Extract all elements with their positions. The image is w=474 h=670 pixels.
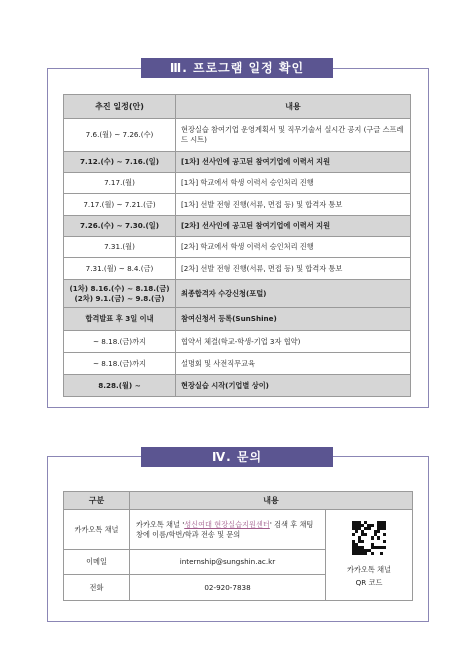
row-content: 협약서 체결(학교-학생-기업 3자 협약): [176, 331, 411, 353]
table-row: [64, 331, 411, 353]
qr-code-icon[interactable]: [352, 521, 386, 555]
row-date: ~ 8.18.(금)까지: [64, 331, 176, 353]
email-label: 이메일: [64, 550, 130, 575]
table-row-highlight: [64, 216, 411, 237]
qr-caption-2: QR 코드: [355, 578, 383, 587]
table-row: [64, 510, 413, 550]
row-content: [2차] 선발 전형 진행(서류, 면접 등) 및 합격자 통보: [176, 258, 411, 280]
row-date-line2: (2차) 9.1.(금) ~ 9.8.(금): [74, 293, 165, 303]
kakao-text-pre: 카카오톡 채널 ': [136, 519, 185, 529]
table-row-highlight: [64, 375, 411, 397]
row-date: 7.12.(수) ~ 7.16.(일): [64, 152, 176, 173]
table-row: [64, 173, 411, 194]
row-date-line1: (1차) 8.16.(수) ~ 8.18.(금): [69, 283, 170, 293]
row-content: [1차] 선발 전형 진행(서류, 면접 등) 및 합격자 통보: [176, 194, 411, 216]
row-date: 7.31.(월): [64, 237, 176, 258]
row-content: [2차] 선사인에 공고된 참여기업에 이력서 지원: [176, 216, 411, 237]
table-row: [64, 237, 411, 258]
header-category: 구분: [64, 492, 130, 510]
row-date: 합격발표 후 3일 이내: [64, 308, 176, 331]
kakao-content: [130, 510, 326, 550]
table-header-row: [64, 492, 413, 510]
kakao-label: 카카오톡 채널: [64, 510, 130, 550]
row-date: [64, 280, 176, 308]
contact-section-title: Ⅳ. 문의: [141, 447, 333, 467]
header-content: 내용: [176, 95, 411, 119]
table-row-highlight: [64, 280, 411, 308]
phone-label: 전화: [64, 575, 130, 601]
schedule-table: [63, 94, 411, 397]
header-date: 추진 일정(안): [64, 95, 176, 119]
table-row-highlight: [64, 152, 411, 173]
table-row: [64, 258, 411, 280]
row-content: 현장실습 시작(기업별 상이): [176, 375, 411, 397]
row-content: 현장실습 참여기업 운영계획서 및 직무기술서 실시간 공지 (구글 스프레드 시트): [176, 119, 411, 152]
row-content: [1차] 선사인에 공고된 참여기업에 이력서 지원: [176, 152, 411, 173]
row-date: 7.6.(월) ~ 7.26.(수): [64, 119, 176, 152]
qr-caption-1: 카카오톡 채널: [347, 565, 391, 574]
qr-cell: [326, 510, 413, 601]
table-row: [64, 119, 411, 152]
row-content: [1차] 학교에서 학생 이력서 승인처리 진행: [176, 173, 411, 194]
row-date: 7.17.(월) ~ 7.21.(금): [64, 194, 176, 216]
row-date: 8.28.(월) ~: [64, 375, 176, 397]
row-date: 7.17.(월): [64, 173, 176, 194]
row-content: 최종합격자 수강신청(포털): [176, 280, 411, 308]
row-date: 7.31.(월) ~ 8.4.(금): [64, 258, 176, 280]
table-row-highlight: [64, 308, 411, 331]
kakao-text-post: ' 검색 후 채팅창에 이름/학번/학과 전송 및 문의: [136, 519, 314, 539]
email-value[interactable]: internship@sungshin.ac.kr: [130, 550, 326, 575]
row-content: 참여신청서 등록(SunShine): [176, 308, 411, 331]
row-date: ~ 8.18.(금)까지: [64, 353, 176, 375]
kakao-channel-link[interactable]: 성신여대 현장실습지원센터: [184, 519, 270, 529]
contact-table: [63, 491, 413, 601]
table-header-row: [64, 95, 411, 119]
table-row: [64, 194, 411, 216]
qr-wrap: [330, 521, 408, 589]
phone-value[interactable]: 02-920-7838: [130, 575, 326, 601]
table-row: [64, 353, 411, 375]
row-content: 설명회 및 사전직무교육: [176, 353, 411, 375]
row-content: [2차] 학교에서 학생 이력서 승인처리 진행: [176, 237, 411, 258]
header-content: 내용: [130, 492, 413, 510]
row-date: 7.26.(수) ~ 7.30.(일): [64, 216, 176, 237]
schedule-section-title: Ⅲ. 프로그램 일정 확인: [141, 58, 333, 78]
